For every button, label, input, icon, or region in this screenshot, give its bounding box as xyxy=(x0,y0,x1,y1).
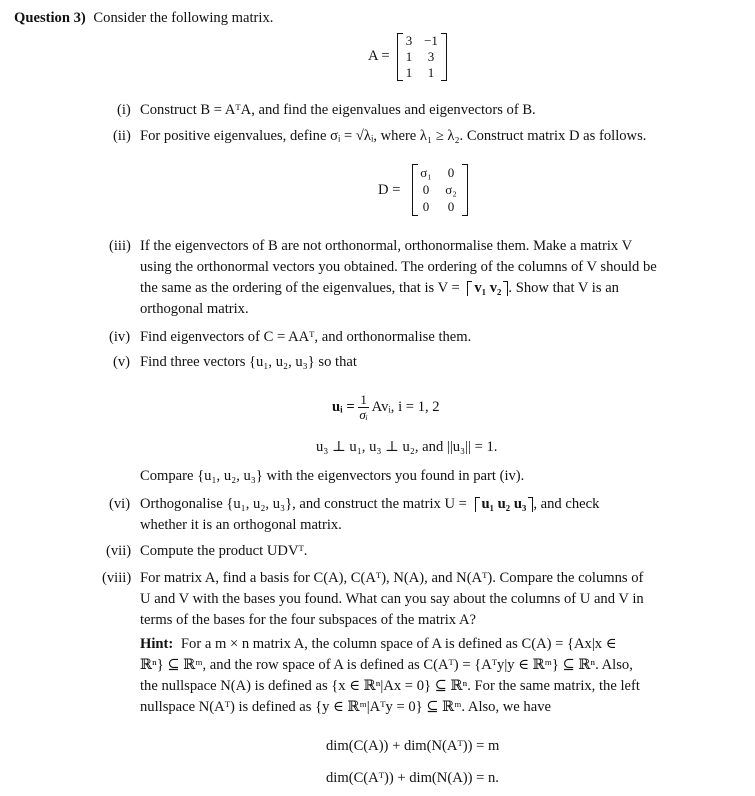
matrix-d-cell: 0 xyxy=(447,199,455,214)
item-ii-text: For positive eigenvalues, define σᵢ = √λᵢ, where λ₁ ≥ λ₂. Construct matrix D as follows. xyxy=(140,128,647,144)
item-vii-text: Compute the product UDVᵀ. xyxy=(140,543,308,559)
matrix-a-cell: 1 xyxy=(405,65,413,80)
matrix-a-name: A = xyxy=(368,48,390,64)
question-intro: Consider the following matrix. xyxy=(93,10,274,26)
eq-u-rhs: Avᵢ, i = 1, 2 xyxy=(371,398,440,415)
item-viii-line: terms of the bases for the four subspaces of the matrix A? xyxy=(140,612,476,628)
item-iv-text: Find eigenvectors of C = AAᵀ, and orthonormalise them. xyxy=(140,329,472,345)
item-iv-label: (iv) xyxy=(109,329,131,345)
item-viii-line: U and V with the bases you found. What can you say about the columns of U and V in xyxy=(140,591,644,607)
matrix-a-cell: 1 xyxy=(427,65,435,80)
right-bracket xyxy=(441,33,447,81)
hint-line: nullspace N(Aᵀ) is defined as {y ∈ ℝᵐ|Aᵀy = 0} ⊆ ℝᵐ. Also, we have xyxy=(140,699,551,715)
item-vi-line1c: , and check xyxy=(533,496,600,512)
matrix-a-cell: 1 xyxy=(405,49,413,64)
eq-u3-orthogonal: u₃ ⊥ u₁, u₃ ⊥ u₂, and ||u₃|| = 1. xyxy=(316,439,498,455)
item-v-label: (v) xyxy=(113,354,131,370)
hint-line: ℝⁿ} ⊆ ℝᵐ, and the row space of A is defined as C(Aᵀ) = {Aᵀy|y ∈ ℝᵐ} ⊆ ℝⁿ. Also, xyxy=(140,657,633,673)
matrix-a-cell: −1 xyxy=(424,33,438,48)
question-header xyxy=(14,8,273,29)
hint-line: the nullspace N(A) is defined as {x ∈ ℝⁿ|Ax = 0} ⊆ ℝⁿ. For the same matrix, the left xyxy=(140,678,640,694)
matrix-d-cell: 0 xyxy=(447,165,455,180)
item-viii-line: For matrix A, find a basis for C(A), C(Aᵀ), N(A), and N(Aᵀ). Compare the columns of xyxy=(140,570,644,586)
hint-line1 xyxy=(140,634,617,655)
item-vi-line1a: Orthogonalise {u₁, u₂, u₃}, and construct the matrix U = xyxy=(140,496,467,512)
dim-equation-2: dim(C(Aᵀ)) + dim(N(A)) = n. xyxy=(326,770,499,786)
item-iii-line: using the orthonormal vectors you obtained. The ordering of the columns of V should be xyxy=(140,259,657,275)
item-iii-line3c: . Show that V is an xyxy=(508,280,619,296)
fraction-numerator: 1 xyxy=(360,392,367,407)
matrix-d-cell: 0 xyxy=(422,182,430,197)
item-viii-label: (viii) xyxy=(102,570,132,586)
item-vii-label: (vii) xyxy=(106,543,132,559)
hint-label: Hint: xyxy=(140,636,174,652)
dim-equation-1: dim(C(A)) + dim(N(Aᵀ)) = m xyxy=(326,738,500,754)
matrix-d xyxy=(412,164,468,216)
fraction-denominator: σᵢ xyxy=(359,407,368,422)
item-ii-label: (ii) xyxy=(113,128,131,144)
item-iii-line3a: the same as the ordering of the eigenvalues, that is V = xyxy=(140,280,460,296)
item-vi-line: whether it is an orthogonal matrix. xyxy=(140,517,342,533)
matrix-a-cell: 3 xyxy=(427,49,435,64)
matrix-d-cell: 0 xyxy=(422,199,430,214)
eq-u-lhs: uᵢ = xyxy=(332,398,355,415)
item-i-label: (i) xyxy=(117,102,131,118)
item-vi-line1 xyxy=(140,494,599,515)
eq-u-definition xyxy=(332,393,440,422)
fraction xyxy=(358,393,369,422)
item-vi-label: (vi) xyxy=(109,496,131,512)
item-iii-label: (iii) xyxy=(109,238,131,254)
u-row-vector: u₁ u₂ u₃ xyxy=(475,497,534,512)
item-iii-line3 xyxy=(140,278,619,299)
item-v-text: Find three vectors {u₁, u₂, u₃} so that xyxy=(140,354,357,370)
right-bracket xyxy=(462,164,468,216)
item-iii-line: If the eigenvectors of B are not orthonormal, orthonormalise them. Make a matrix V xyxy=(140,238,633,254)
item-i-text: Construct B = AᵀA, and find the eigenvalues and eigenvectors of B. xyxy=(140,102,536,118)
v-row-vector: v₁ v₂ xyxy=(467,281,508,296)
item-iii-line: orthogonal matrix. xyxy=(140,301,249,317)
matrix-d-cell: σ₁ xyxy=(420,165,432,180)
matrix-d-cell: σ₂ xyxy=(445,182,457,197)
matrix-a xyxy=(397,33,447,81)
question-label: Question 3) xyxy=(14,10,86,26)
matrix-d-name: D = xyxy=(378,182,401,198)
item-v-compare: Compare {u₁, u₂, u₃} with the eigenvectors you found in part (iv). xyxy=(140,468,525,484)
hint-line1-text: For a m × n matrix A, the column space of A is defined as C(A) = {Ax|x ∈ xyxy=(180,636,617,652)
matrix-a-cell: 3 xyxy=(405,33,413,48)
